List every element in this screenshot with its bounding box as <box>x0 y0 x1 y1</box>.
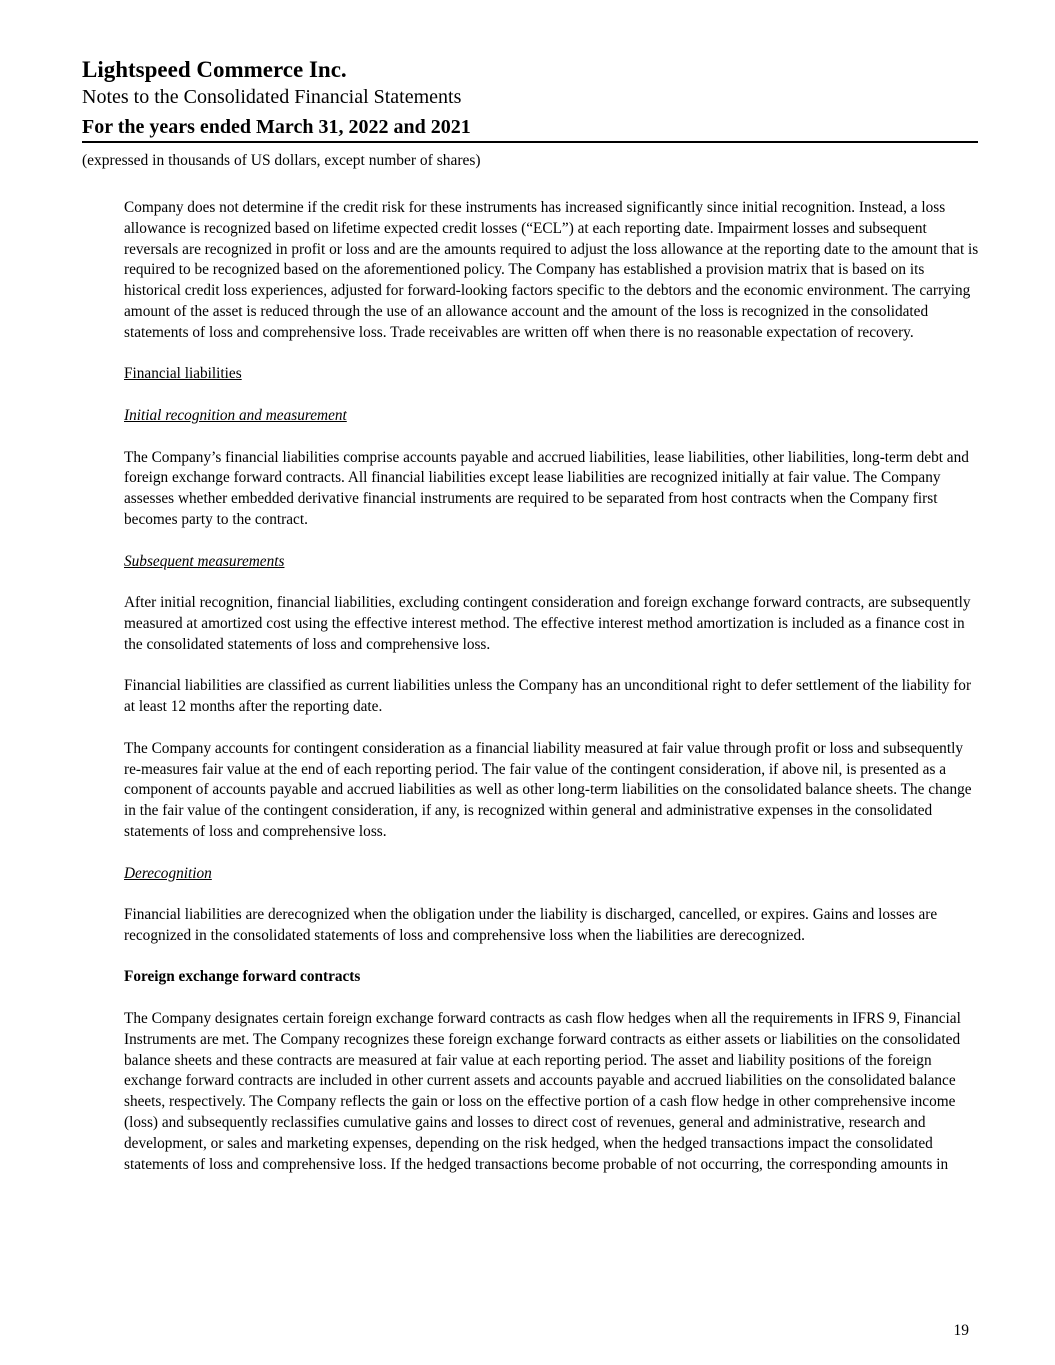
page-header <box>82 56 978 171</box>
page-number: 19 <box>953 1322 969 1339</box>
heading-financial-liabilities: Financial liabilities <box>124 365 242 383</box>
notes-body <box>124 198 979 1196</box>
heading-subsequent-measurements: Subsequent measurements <box>124 552 285 570</box>
heading-fx-forward-contracts: Foreign exchange forward contracts <box>124 968 361 986</box>
reporting-period: For the years ended March 31, 2022 and 2021 <box>82 114 978 143</box>
paragraph-derecognition: Financial liabilities are derecognized when the obligation under the liability is discharged, cancelled, or expires. Gains and losses are recognized in the consolidated statements of loss and comprehensive loss when the liabilities are derecognized. <box>124 906 938 944</box>
paragraph-contingent-consideration: The Company accounts for contingent consideration as a financial liability measured at fair value through profit or loss and subsequently re-measures fair value at the end of each reporting period. The fair value of the contingent consideration, if above nil, is presented as a component of accounts payable and accrued liabilities as well as other long-term liabilities on the consolidated balance sheets. The change in the fair value of the contingent consideration, if any, is recognized within general and administrative expenses in the consolidated statements of loss and comprehensive loss. <box>124 739 972 840</box>
heading-derecognition: Derecognition <box>124 864 212 882</box>
paragraph-initial-recognition: The Company’s financial liabilities comprise accounts payable and accrued liabilities, lease liabilities, other liabilities, long-term debt and foreign exchange forward contracts. All financial liabilities except lease liabilities are recognized initially at fair value. The Company assesses whether embedded derivative financial instruments are required to be separated from host contracts when the Company first becomes party to the contract. <box>124 448 969 528</box>
units-note: (expressed in thousands of US dollars, except number of shares) <box>82 152 481 169</box>
paragraph-credit-risk: Company does not determine if the credit risk for these instruments has increased significantly since initial recognition. Instead, a loss allowance is recognized based on lifetime expected credit losses (“ECL”) at each reporting date. Impairment losses and subsequent reversals are recognized in profit or loss and are the amounts required to adjust the loss allowance at the reporting date to the amount that is required to be recognized based on the aforementioned policy. The Company has established a provision matrix that is based on its historical credit loss experiences, adjusted for forward-looking factors specific to the debtors and the economic environment. The carrying amount of the asset is reduced through the use of an allowance account and the amount of the loss is recognized in the consolidated statements of loss and comprehensive loss. Trade receivables are written off when there is no reasonable expectation of recovery. <box>124 199 979 341</box>
paragraph-current-classification: Financial liabilities are classified as current liabilities unless the Company has an unconditional right to defer settlement of the liability for at least 12 months after the reporting date. <box>124 677 972 716</box>
company-name: Lightspeed Commerce Inc. <box>82 57 347 82</box>
paragraph-fx-forward-contracts: The Company designates certain foreign exchange forward contracts as cash flow hedges when all the requirements in IFRS 9, Financial Instruments are met. The Company recognizes these foreign exchange forward contracts as either assets or liabilities on the consolidated balance sheets and these contracts are measured at fair value at each reporting period. The asset and liability positions of the foreign exchange forward contracts are included in other current assets and accounts payable and accrued liabilities on the consolidated balance sheets, respectively. The Company reflects the gain or loss on the effective portion of a cash flow hedge in other comprehensive income (loss) and subsequently reclassifies cumulative gains and losses to direct cost of revenues, general and administrative, research and development, or sales and marketing expenses, depending on the risk hedged, when the hedged transactions impact the consolidated statements of loss and comprehensive loss. If the hedged transactions become probable of not occurring, the corresponding amounts in <box>124 1010 961 1173</box>
document-subtitle: Notes to the Consolidated Financial Statements <box>82 86 462 108</box>
paragraph-subsequent-measurement: After initial recognition, financial liabilities, excluding contingent consideration and foreign exchange forward contracts, are subsequently measured at amortized cost using the effective interest method. The effective interest method amortization is included as a finance cost in the consolidated statements of loss and comprehensive loss. <box>124 594 971 653</box>
heading-initial-recognition: Initial recognition and measurement <box>124 406 347 424</box>
